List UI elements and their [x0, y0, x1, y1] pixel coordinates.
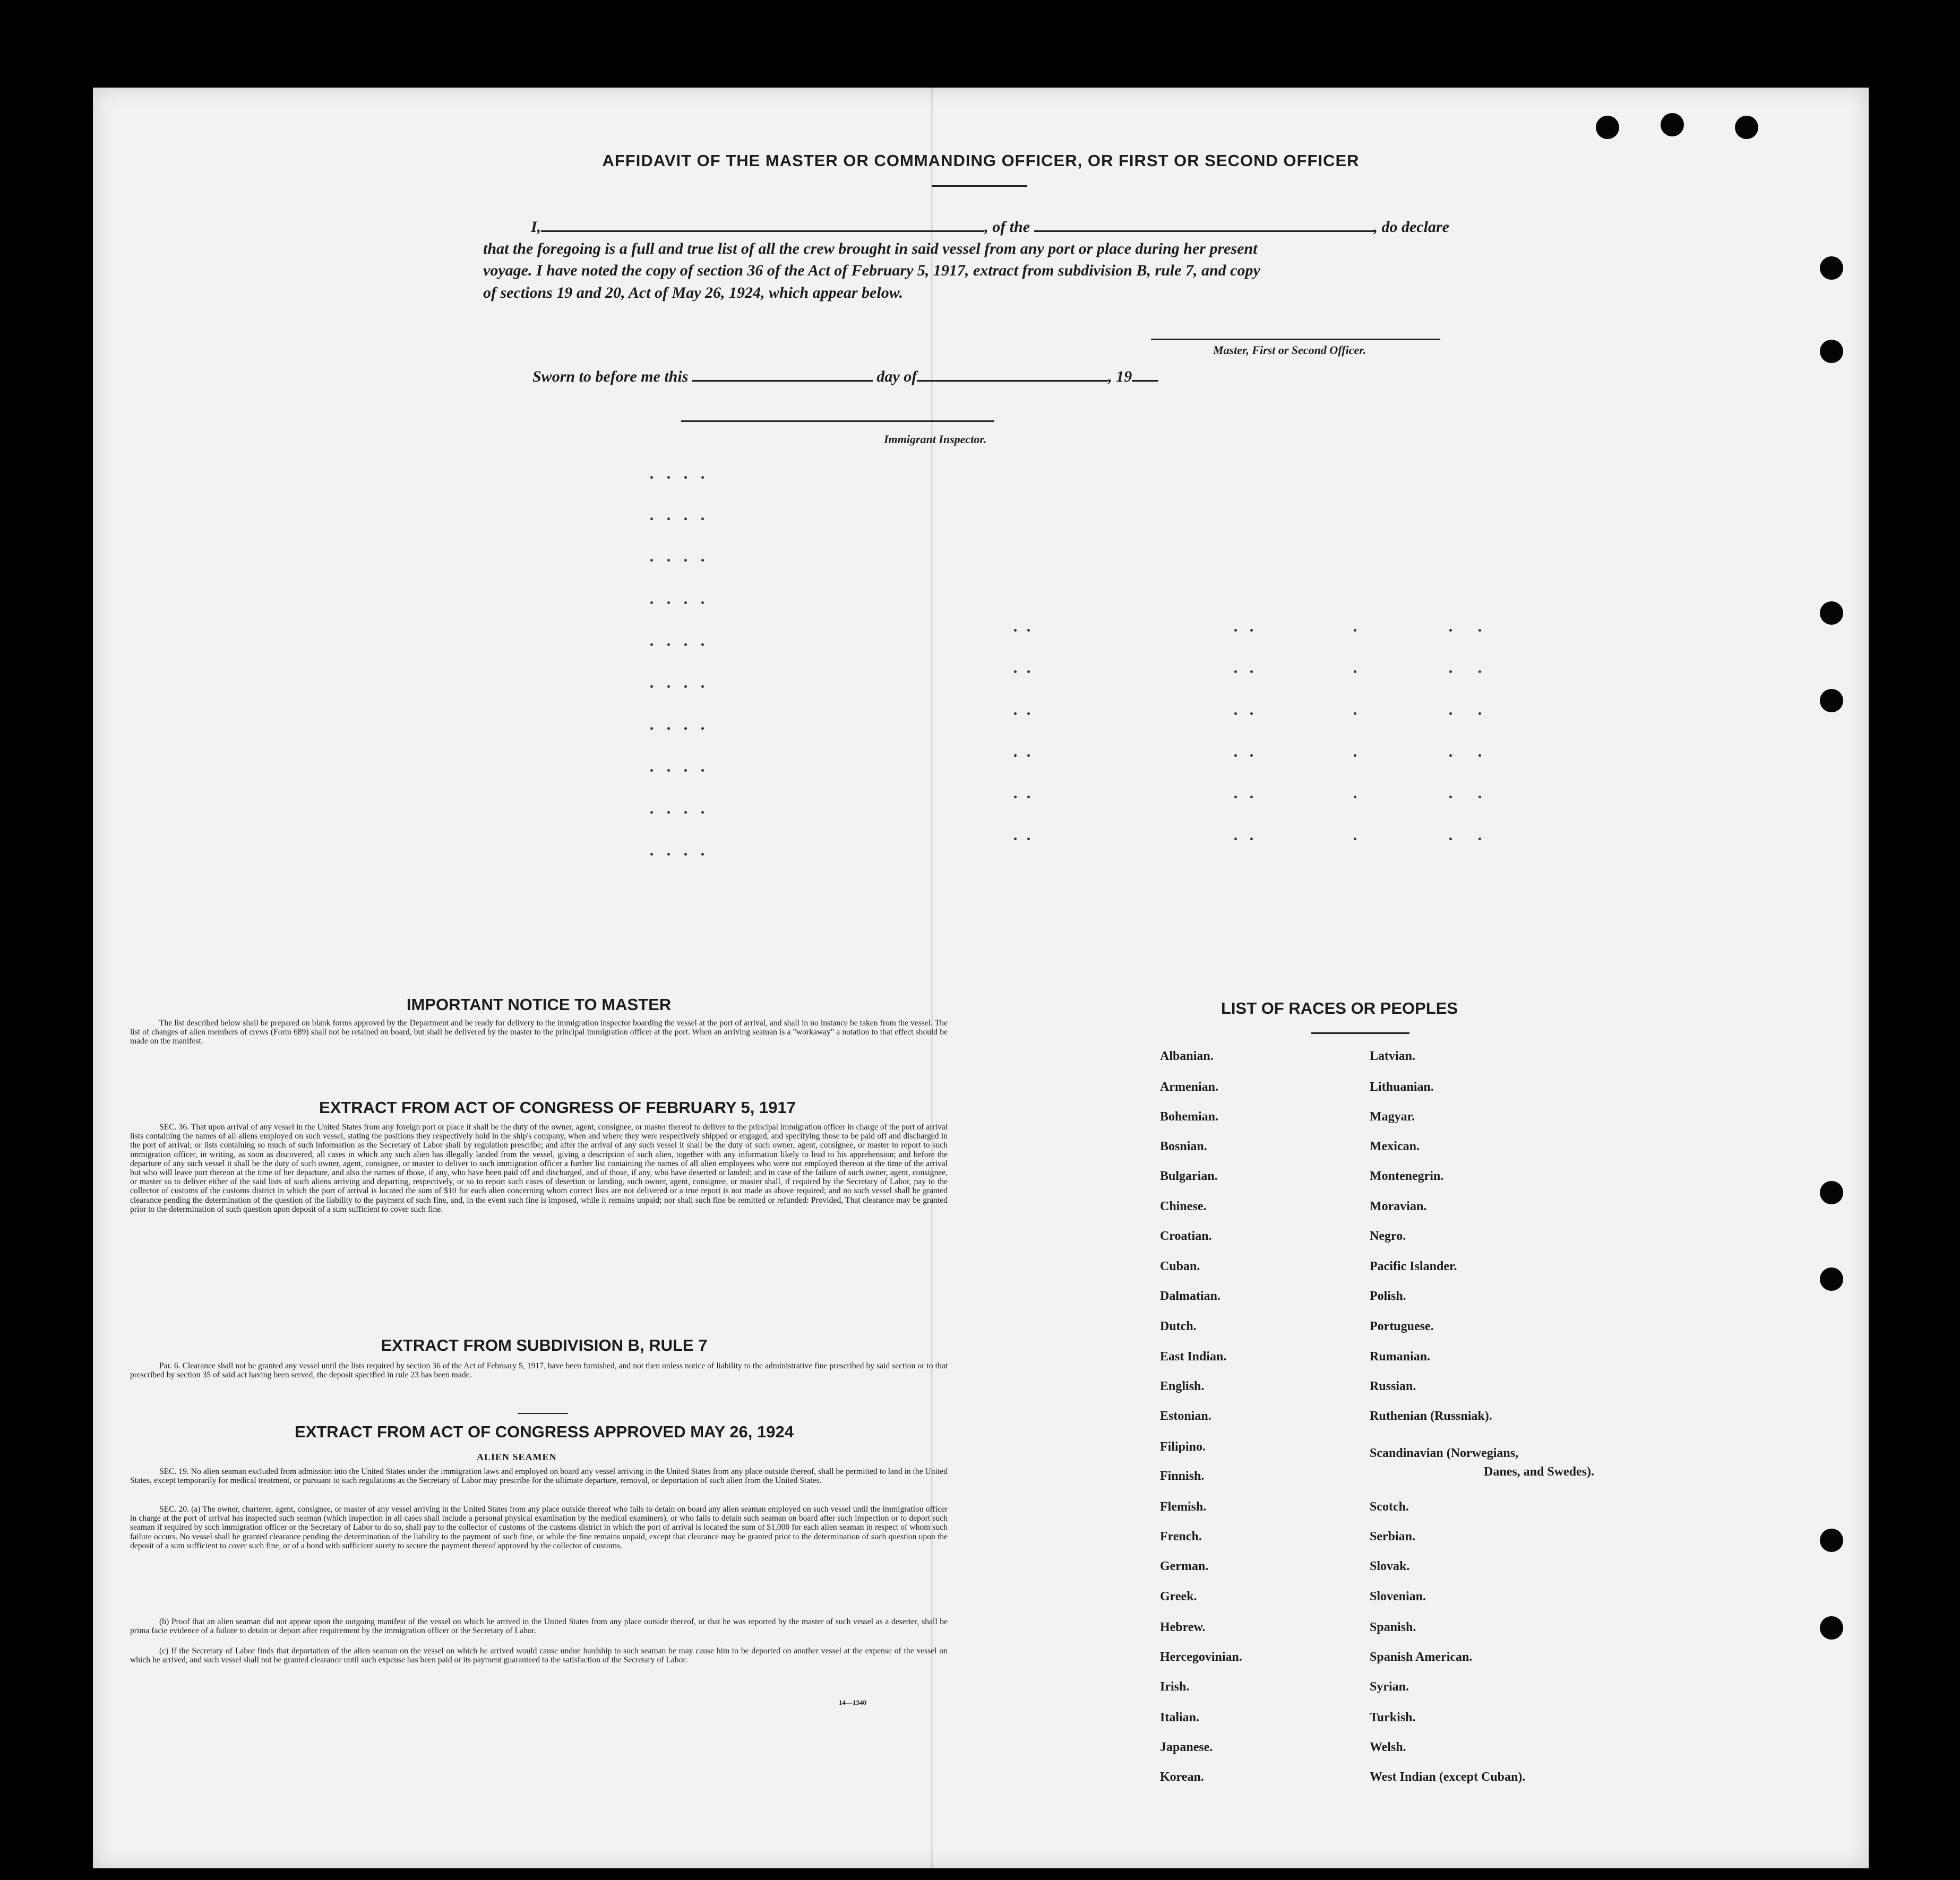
dot-mark [684, 518, 687, 520]
extract-1917-text: SEC. 36. That upon arrival of any vessel in the United States from any foreign port or place it shall be the duty of the owner, agent, consignee, or master thereof to deliver to the principal immigration officer in charge of the port of arrival lists containing the names of all aliens employed on such vessel, stating the positions they respectively hold in the ship's company, when and where they were respectively shipped or engaged, and specifying those to be paid off and discharged in the port of arrival; or lists containing so much of such information as the Secretary of Labor shall by regulation prescribe; and after the arrival of any such vessel it shall be the duty of such owner, agent, consignee, or master to report to such immigration officer, in writing, as soon as discovered, all cases in which any such alien has illegally landed from the vessel, giving a description of such alien, together with any information likely to lead to his apprehension; and before the departure of any such vessel it shall be the duty of such owner, agent, consignee, or master to deliver to such immigration officer a further list containing the names of all alien employees who were not employed thereon at the time of the arrival but who will leave port thereon at the time of her departure, and also the names of those, if any, who have been paid off and discharged, and of those, if any, who have deserted or landed; and in case of the failure of such owner, agent, consignee, or master so to deliver either of the said lists of such aliens arriving and departing, respectively, or so to report such cases of desertion or landing, such owner, agent, consignee, or master shall, if required by the Secretary of Labor, pay to the collector of customs of the customs district in which the port of arrival is located the sum of $10 for each alien concerning whom correct lists are not delivered or a true report is not made as above required; and no such vessel shall be granted clearance pending the determination of the question of the liability to the payment of such fine, and, in the event such fine is imposed, while it remains unpaid; nor shall such fine be remitted or refunded: Provided, That clearance may be granted prior to the determination of such question upon deposit of a sum sufficient to cover such fine. [130, 1123, 948, 1214]
sworn-line: Sworn to before me this day of , 19 [532, 367, 1158, 386]
vessel-blank[interactable] [1034, 218, 1374, 232]
race-item: Slovenian. [1370, 1590, 1426, 1603]
race-item: Cuban. [1160, 1260, 1200, 1273]
race-item: Chinese. [1160, 1200, 1207, 1213]
dot-mark [1234, 754, 1237, 757]
dot-mark [701, 643, 704, 646]
name-blank[interactable] [541, 218, 984, 232]
notice-title: IMPORTANT NOTICE TO MASTER [406, 995, 672, 1014]
dot-mark [1250, 796, 1253, 798]
master-signature-line[interactable] [1151, 339, 1440, 340]
race-item: East Indian. [1160, 1350, 1227, 1364]
race-item: Greek. [1160, 1590, 1197, 1603]
rule-7-text: Par. 6. Clearance shall not be granted any vessel until the lists required by section 36 of the Act of February 5, 1917, have been furnished, and not then unless notice of liability to the administrative fine prescribed by said section or to that prescribed by section 35 of said act having been served, the deposit specified in rule 23 has been made. [130, 1361, 948, 1380]
dot-mark [1250, 670, 1253, 673]
dot-mark [1449, 712, 1452, 715]
dot-mark [1014, 838, 1017, 840]
dot-mark [1354, 754, 1356, 757]
page-fold [931, 88, 933, 1868]
dot-mark [1234, 629, 1237, 632]
dot-mark [667, 476, 670, 479]
dot-mark [1234, 796, 1237, 798]
sec-20b-text: (b) Proof that an alien seaman did not appear upon the outgoing manifest of the vessel on which he arrived in the United States from any place outside thereof, or that he was reported by the master of such vessel as a deserter, shall be prima facie evidence of a failure to detain or deport after requirement by the immigration officer or the Secretary of Labor. [130, 1617, 948, 1636]
binder-hole [1820, 601, 1843, 625]
dot-mark [650, 727, 653, 730]
race-item: Bulgarian. [1160, 1169, 1218, 1183]
affidavit-line-3: voyage. I have noted the copy of section 36 of the Act of February 5, 1917, extract from subdivision B, rule 7, and copy [483, 262, 1260, 279]
race-item: Turkish. [1370, 1711, 1416, 1724]
dot-mark [667, 727, 670, 730]
race-item: Slovak. [1370, 1559, 1410, 1573]
dot-mark [667, 685, 670, 688]
dot-mark [1478, 838, 1481, 840]
dot-mark [1449, 629, 1452, 632]
race-item: Ruthenian (Russniak). [1370, 1409, 1492, 1423]
dot-mark [1014, 796, 1017, 798]
race-item: Negro. [1370, 1229, 1406, 1243]
dot-mark [1478, 754, 1481, 757]
binder-hole [1820, 1529, 1843, 1552]
dot-mark [650, 643, 653, 646]
race-item: Lithuanian. [1370, 1080, 1434, 1094]
dot-mark [1014, 712, 1017, 715]
race-item: Dutch. [1160, 1320, 1197, 1333]
sworn-month-blank[interactable] [917, 367, 1108, 382]
dot-mark [650, 769, 653, 772]
race-item: West Indian (except Cuban). [1370, 1770, 1526, 1784]
dot-mark [650, 685, 653, 688]
dot-mark [1250, 629, 1253, 632]
dot-mark [1014, 670, 1017, 673]
affidavit-line-2: that the foregoing is a full and true list of all the crew brought in said vessel from any port or place during her present [483, 240, 1258, 257]
form-number: 14—1340 [839, 1698, 866, 1706]
race-item: Japanese. [1160, 1740, 1213, 1754]
dot-mark [1354, 670, 1356, 673]
dot-mark [701, 853, 704, 856]
race-item: Spanish American. [1370, 1650, 1473, 1664]
sworn-year-blank[interactable] [1132, 367, 1158, 382]
dot-mark [701, 518, 704, 520]
dot-mark [1354, 796, 1356, 798]
dot-mark [1354, 629, 1356, 632]
dot-mark [667, 643, 670, 646]
sec-20a-text: SEC. 20. (a) The owner, charterer, agent, consignee, or master of any vessel arriving in the United States from any place outside thereof who fails to detain on board any alien seaman employed on such vessel until the immigration officer in charge at the port of arrival has inspected such seaman (which inspection in all cases shall include a personal physical examination by the medical examiners), or who fails to detain such seaman on board after such inspection or to deport such seaman if required by such immigration officer or the Secretary of Labor to do so, shall pay to the collector of customs of the customs district in which the port of arrival is located the sum of $1,000 for each alien seaman in respect of whom such failure occurs. No vessel shall be granted clearance pending the determination of the liability to the payment of such fine, or while the fine remains unpaid, except that clearance may be granted prior to the determination of such question upon the deposit of a sum sufficient to cover such fine, or of a bond with sufficient surety to secure the payment thereof approved by the collector of customs. [130, 1505, 948, 1550]
dot-mark [684, 685, 687, 688]
inspector-caption: Immigrant Inspector. [884, 433, 987, 446]
affidavit-title: AFFIDAVIT OF THE MASTER OR COMMANDING OFFICER, OR FIRST OR SECOND OFFICER [602, 151, 1360, 170]
race-item: German. [1160, 1559, 1209, 1573]
race-item: Flemish. [1160, 1500, 1207, 1514]
notice-text: The list described below shall be prepared on blank forms approved by the Department and be ready for delivery to the immigration inspector boarding the vessel at the port of arrival, and shall in no instance be taken from the vessel. The list of changes of alien members of crews (Form 689) shall not be retained on board, but shall be delivered by the master to the principal immigration officer at the port. When an arriving seaman is a "workaway" a notation to that effect should be made on the manifest. [130, 1019, 948, 1046]
dot-mark [650, 518, 653, 520]
dot-mark [667, 601, 670, 604]
dot-mark [667, 853, 670, 856]
dot-mark [1449, 838, 1452, 840]
alien-seamen-subtitle: ALIEN SEAMEN [477, 1452, 557, 1462]
dot-mark [701, 811, 704, 814]
dot-mark [650, 811, 653, 814]
dot-mark [1250, 712, 1253, 715]
dot-mark [1027, 670, 1030, 673]
race-item: Dalmatian. [1160, 1289, 1220, 1303]
race-item: Italian. [1160, 1711, 1200, 1724]
race-item: Albanian. [1160, 1049, 1214, 1063]
dot-mark [684, 811, 687, 814]
race-item: Mexican. [1370, 1140, 1420, 1153]
dot-mark [650, 476, 653, 479]
race-item: Welsh. [1370, 1740, 1406, 1754]
dot-mark [1478, 712, 1481, 715]
dot-mark [650, 853, 653, 856]
race-item: Spanish. [1370, 1620, 1416, 1634]
dot-mark [684, 476, 687, 479]
dot-mark [684, 853, 687, 856]
master-caption: Master, First or Second Officer. [1213, 343, 1366, 357]
race-item: Irish. [1160, 1680, 1190, 1694]
dot-mark [701, 685, 704, 688]
dot-mark [1354, 712, 1356, 715]
affidavit-line-1: I, , of the , do declare [531, 218, 1449, 236]
inspector-signature-line[interactable] [681, 420, 994, 422]
race-item: Rumanian. [1370, 1350, 1431, 1364]
dot-mark [1250, 838, 1253, 840]
dot-mark [1354, 838, 1356, 840]
race-item: Syrian. [1370, 1680, 1409, 1694]
dot-mark [667, 518, 670, 520]
binder-hole [1820, 1267, 1843, 1291]
dot-mark [1234, 838, 1237, 840]
race-item: Korean. [1160, 1770, 1204, 1784]
dot-mark [701, 601, 704, 604]
dot-mark [1027, 712, 1030, 715]
dot-mark [684, 727, 687, 730]
dot-mark [1027, 629, 1030, 632]
affidavit-line-4: of sections 19 and 20, Act of May 26, 1924, which appear below. [483, 284, 904, 301]
dot-mark [1027, 838, 1030, 840]
binder-hole [1820, 1616, 1843, 1640]
dot-mark [701, 559, 704, 562]
race-item: Latvian. [1370, 1049, 1416, 1063]
race-item: Armenian. [1160, 1080, 1218, 1094]
sworn-day-blank[interactable] [692, 367, 873, 382]
race-item: English. [1160, 1379, 1205, 1393]
dot-mark [667, 769, 670, 772]
race-item: Hercegovinian. [1160, 1650, 1242, 1664]
binder-hole [1820, 1181, 1843, 1204]
race-item: Croatian. [1160, 1229, 1212, 1243]
dot-mark [1234, 670, 1237, 673]
race-item: Bohemian. [1160, 1110, 1219, 1124]
race-item: French. [1160, 1530, 1202, 1543]
binder-hole [1661, 113, 1684, 136]
race-item: Scotch. [1370, 1500, 1409, 1514]
extract-1924-title: EXTRACT FROM ACT OF CONGRESS APPROVED MAY 26, 1924 [295, 1422, 794, 1441]
races-underline [1311, 1032, 1409, 1034]
race-item: Moravian. [1370, 1200, 1427, 1213]
race-item: Scandinavian (Norwegians, [1370, 1446, 1519, 1460]
sec-19-text: SEC. 19. No alien seaman excluded from admission into the United States under the immigration laws and employed on board any vessel arriving in the United States from any place outside thereof, shall be permitted to land in the United States, except temporarily for medical treatment, or pursuant to such regulations as the Secretary of Labor may prescribe for the ultimate departure, removal, or deportation of such alien from the United States. [130, 1467, 948, 1486]
dot-mark [1449, 796, 1452, 798]
extract-1917-title: EXTRACT FROM ACT OF CONGRESS OF FEBRUARY 5, 1917 [319, 1098, 796, 1117]
dot-mark [1478, 670, 1481, 673]
dot-mark [667, 811, 670, 814]
dot-mark [1478, 629, 1481, 632]
binder-hole [1596, 116, 1619, 139]
dot-mark [684, 559, 687, 562]
races-title: LIST OF RACES OR PEOPLES [1221, 999, 1458, 1017]
sec-20c-text: (c) If the Secretary of Labor finds that deportation of the alien seaman on the vessel on which he arrived would cause undue hardship to such seaman he may cause him to be deported on another vessel at the expense of the vessel on which he arrived, and such vessel shall not be granted clearance until such expense has been paid or its payment guaranteed to the satisfaction of the Secretary of Labor. [130, 1646, 948, 1665]
dot-mark [1014, 754, 1017, 757]
rule-7-underline [518, 1413, 568, 1414]
dot-mark [650, 601, 653, 604]
dot-mark [1027, 796, 1030, 798]
dot-mark [701, 476, 704, 479]
race-item: Bosnian. [1160, 1140, 1207, 1153]
binder-hole [1820, 689, 1843, 712]
race-item: Serbian. [1370, 1530, 1416, 1543]
race-item: Estonian. [1160, 1409, 1211, 1423]
race-item: Finnish. [1160, 1469, 1205, 1483]
dot-mark [1449, 754, 1452, 757]
race-right-continuation: Danes, and Swedes). [1484, 1465, 1595, 1479]
dot-mark [701, 727, 704, 730]
dot-mark [650, 559, 653, 562]
binder-hole [1735, 116, 1758, 139]
race-item: Pacific Islander. [1370, 1260, 1457, 1273]
rule-7-title: EXTRACT FROM SUBDIVISION B, RULE 7 [381, 1336, 708, 1355]
dot-mark [1014, 629, 1017, 632]
dot-mark [701, 769, 704, 772]
binder-hole [1820, 340, 1843, 363]
dot-mark [1478, 796, 1481, 798]
document-page [93, 88, 1869, 1868]
binder-hole [1820, 256, 1843, 280]
dot-mark [667, 559, 670, 562]
race-item: Portuguese. [1370, 1320, 1434, 1333]
race-item: Filipino. [1160, 1440, 1206, 1454]
race-item: Polish. [1370, 1289, 1406, 1303]
dot-mark [684, 601, 687, 604]
race-item: Hebrew. [1160, 1620, 1206, 1634]
dot-mark [1449, 670, 1452, 673]
dot-mark [684, 769, 687, 772]
race-item: Montenegrin. [1370, 1169, 1444, 1183]
race-item: Magyar. [1370, 1110, 1415, 1124]
race-item: Russian. [1370, 1379, 1416, 1393]
dot-mark [1027, 754, 1030, 757]
dot-mark [1250, 754, 1253, 757]
title-underline [932, 185, 1027, 187]
dot-mark [1234, 712, 1237, 715]
dot-mark [684, 643, 687, 646]
